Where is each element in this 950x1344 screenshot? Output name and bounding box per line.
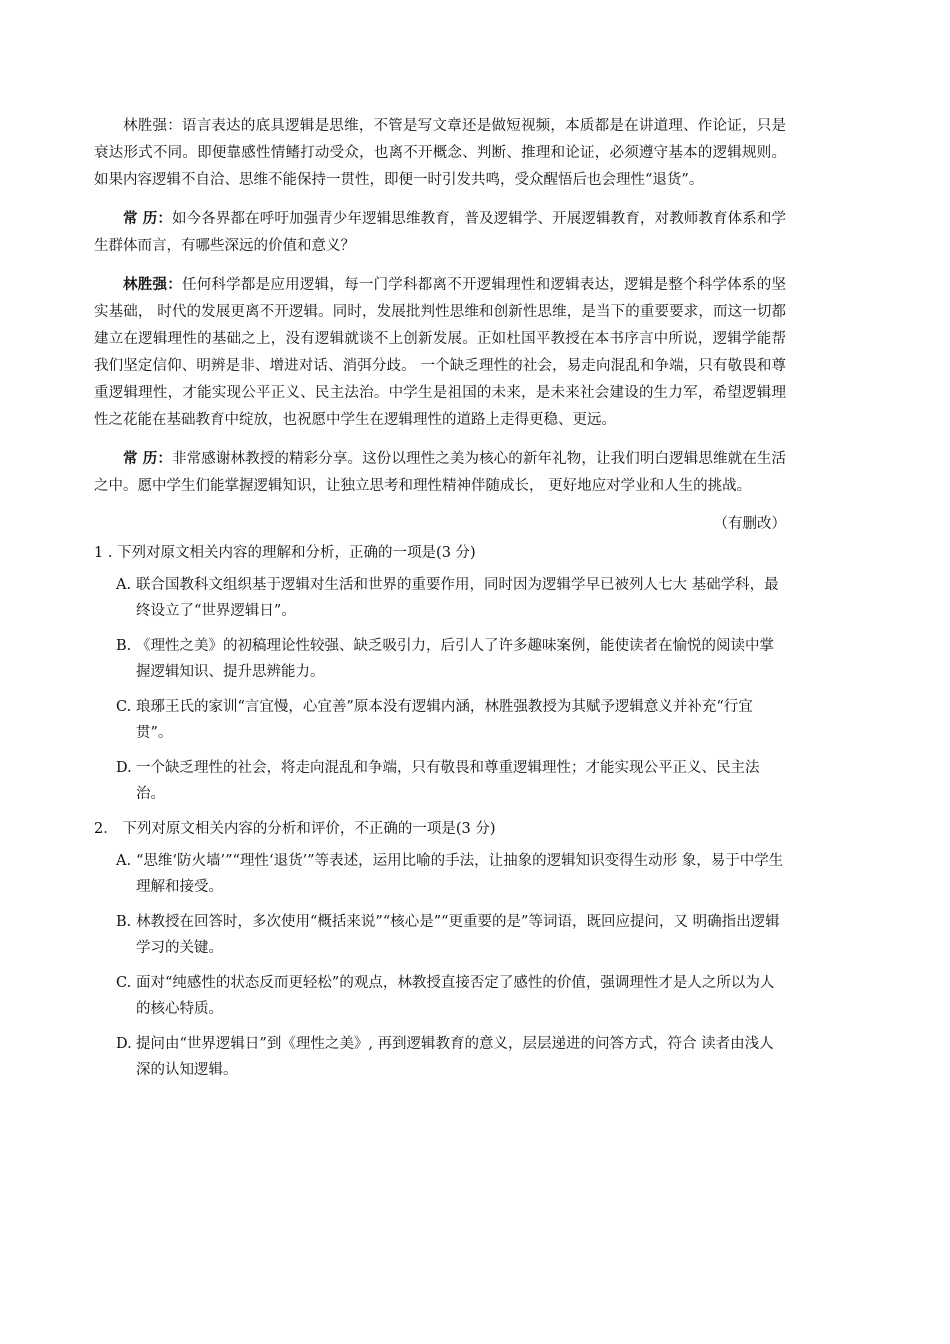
option-d [116, 755, 786, 807]
paragraph-text: 任何科学都是应用逻辑，每一门学科都离不开逻辑理性和逻辑表达，逻辑是整个科学体系的坚实基础， 时代的发展更离不开逻辑。同时，发展批判性思维和创新性思维，是当下的重要要求，而这一切都建立在逻辑理性的基础之上，没有逻辑就谈不上创新发展。正如杜国平教授在本书序言中所说，逻辑学能帮我们坚定信仰、明辨是非、增进对话、消弭分歧。 一个缺乏理性的社会，易走向混乱和争端，只有敬畏和尊重逻辑理性，才能实现公平正义、民主法治。中学生是祖国的未来，是未来社会建设的生力军，希望逻辑理性之花能在基础教育中绽放，也祝愿中学生在逻辑理性的道路上走得更稳、更远。 [94, 277, 787, 428]
dialogue-paragraph-4 [94, 445, 786, 500]
speaker-label: 常 历： [123, 450, 173, 467]
option-letter: C. [116, 975, 132, 991]
option-letter: C. [116, 699, 132, 715]
option-text: “思维‘防火墙’”“理性‘退货’”等表述，运用比喻的手法，让抽象的逻辑知识变得生动形 象，易于中学生理解和接受。 [136, 853, 784, 895]
option-letter: D. [116, 1036, 132, 1052]
option-b [116, 633, 786, 685]
option-text: 一个缺乏理性的社会，将走向混乱和争端，只有敬畏和尊重逻辑理性；才能实现公平正义、民主法治。 [136, 760, 760, 802]
option-text: 林教授在回答时，多次使用“概括来说”“核心是”“更重要的是”等词语，既回应提问，又 明确指出逻辑学习的关键。 [136, 914, 780, 956]
option-text: 提问由“世界逻辑日”到《理性之美》, 再到逻辑教育的意义，层层递进的问答方式，符合 读者由浅人深的认知逻辑。 [136, 1036, 774, 1078]
document-page [94, 112, 786, 1092]
option-d [116, 1031, 786, 1083]
option-letter: D. [116, 760, 132, 776]
question-1 [94, 540, 786, 807]
question-stem: 2． 下列对原文相关内容的分析和评价，不正确的一项是(3 分) [94, 821, 496, 837]
option-letter: B. [116, 914, 132, 930]
dialogue-paragraph-2 [94, 205, 786, 260]
question-2 [94, 816, 786, 1083]
option-text: 面对“纯感性的状态反而更轻松”的观点，林教授直接否定了感性的价值，强调理性才是人之所以为人的核心特质。 [136, 975, 775, 1017]
source-note: （有删改） [713, 516, 786, 532]
dialogue-paragraph-1 [94, 112, 786, 194]
option-c [116, 970, 786, 1022]
speaker-label: 常 历： [123, 210, 173, 227]
option-letter: A. [116, 577, 132, 593]
option-letter: B. [116, 638, 132, 654]
option-a [116, 572, 786, 624]
paragraph-text: 如今各界都在呼吁加强青少年逻辑思维教育，普及逻辑学、开展逻辑教育，对教师教育体系和学生群体而言，有哪些深远的价值和意义？ [94, 211, 786, 254]
option-letter: A. [116, 853, 132, 869]
dialogue-paragraph-3 [94, 271, 786, 434]
option-a [116, 848, 786, 900]
option-text: 《理性之美》的初稿理论性较强、缺乏吸引力，后引人了许多趣味案例，能使读者在愉悦的阅读中掌握逻辑知识、提升思辨能力。 [136, 638, 774, 680]
option-text: 联合国教科文组织基于逻辑对生活和世界的重要作用，同时因为逻辑学早已被列人七大 基础学科，最终设立了“世界逻辑日”。 [136, 577, 779, 619]
speaker-label: 林胜强： [123, 276, 182, 293]
paragraph-text: 非常感谢林教授的精彩分享。这份以理性之美为核心的新年礼物，让我们明白逻辑思维就在生活之中。愿中学生们能掌握逻辑知识，让独立思考和理性精神伴随成长， 更好地应对学业和人生的挑战。 [94, 451, 786, 494]
option-text: 琅琊王氏的家训“言宜慢，心宜善”原本没有逻辑内涵，林胜强教授为其赋予逻辑意义并补充“行宜贯”。 [136, 699, 753, 741]
paragraph-text: 林胜强：语言表达的底具逻辑是思维，不管是写文章还是做短视频，本质都是在讲道理、作论证，只是衰达形式不同。即便靠感性情鳍打动受众，也离不开概念、判断、推理和论证，必须遵守基本的逻辑规则。如果内容逻辑不自洽、思维不能保持一贯性，即便一时引发共鸣，受众醒悟后也会理性“退货”。 [94, 118, 786, 188]
option-c [116, 694, 786, 746]
question-stem: 1 . 下列对原文相关内容的理解和分析，正确的一项是(3 分) [94, 545, 476, 561]
option-b [116, 909, 786, 961]
